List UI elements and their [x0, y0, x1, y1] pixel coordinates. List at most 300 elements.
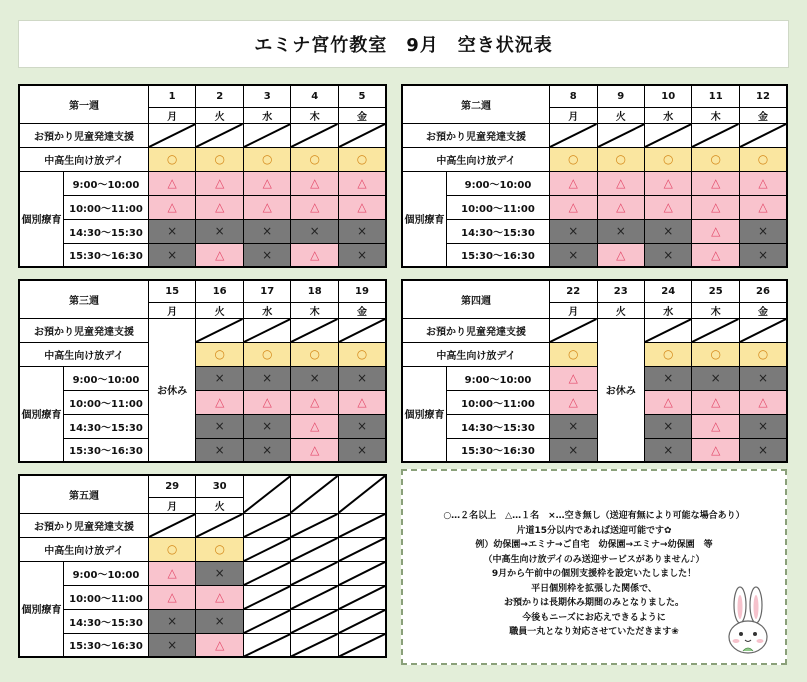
date-cell: 11	[692, 85, 739, 107]
availability-symbol: △	[663, 395, 673, 409]
unavailable-cell	[291, 123, 339, 147]
note-line: 平日個別枠を拡張した関係で、	[531, 583, 657, 594]
availability-symbol: ×	[167, 614, 178, 628]
unavailable-cell	[739, 123, 787, 147]
availability-symbol: △	[568, 371, 578, 385]
weekday-cell: 水	[644, 107, 691, 123]
page-title: エミナ宮竹教室 9月 空き状況表	[18, 20, 789, 68]
availability-symbol: ×	[214, 442, 225, 457]
row-label-childcare: お預かり児童発達支援	[19, 318, 148, 342]
availability-cell	[644, 219, 691, 243]
unavailable-cell	[739, 318, 787, 342]
availability-cell	[644, 390, 691, 414]
availability-symbol: ×	[757, 419, 768, 433]
empty-cell	[291, 561, 339, 585]
availability-cell	[550, 171, 597, 195]
rabbit-icon	[725, 585, 771, 655]
availability-symbol: ○	[662, 152, 674, 166]
note-line: 職員一丸となり対応させていただきます❀	[509, 627, 679, 637]
availability-symbol: △	[616, 247, 626, 262]
weekday-cell: 水	[243, 107, 291, 123]
availability-cell	[148, 171, 196, 195]
empty-cell	[291, 585, 339, 609]
row-label-childcare: お預かり児童発達支援	[402, 318, 550, 342]
availability-cell	[148, 195, 196, 219]
time-slot-label: 15:30〜16:30	[63, 633, 148, 657]
availability-symbol: ×	[757, 371, 768, 385]
availability-cell	[291, 195, 339, 219]
availability-cell	[338, 195, 386, 219]
weekday-cell: 金	[739, 107, 787, 123]
row-label-childcare: お預かり児童発達支援	[402, 123, 550, 147]
availability-symbol: ○	[568, 152, 579, 166]
availability-cell	[739, 147, 787, 171]
availability-cell	[644, 414, 691, 438]
note-line: 例）幼保園→エミナ→ご自宅 幼保園→エミナ→幼保園 等	[475, 540, 713, 550]
availability-cell	[338, 438, 386, 462]
availability-symbol: △	[711, 176, 721, 190]
availability-symbol: △	[262, 176, 272, 190]
unavailable-cell	[338, 123, 386, 147]
unavailable-cell	[692, 318, 739, 342]
date-cell: 23	[597, 280, 644, 302]
date-cell: 2	[196, 85, 244, 107]
availability-symbol: △	[758, 395, 768, 409]
availability-cell	[550, 342, 597, 366]
availability-symbol: ○	[615, 152, 626, 166]
availability-symbol: △	[357, 176, 367, 190]
availability-cell	[739, 366, 787, 390]
availability-symbol: ○	[356, 152, 368, 166]
week-label: 第四週	[402, 280, 550, 318]
empty-cell	[338, 537, 386, 561]
availability-symbol: ○	[710, 152, 721, 166]
unavailable-cell	[644, 318, 691, 342]
availability-symbol: ×	[214, 566, 225, 580]
availability-cell	[597, 171, 644, 195]
weekday-cell: 火	[196, 302, 244, 318]
empty-cell	[291, 537, 339, 561]
availability-cell	[291, 171, 339, 195]
date-cell: 18	[291, 280, 339, 302]
availability-cell	[243, 243, 291, 267]
row-label-after-school: 中高生向け放デイ	[19, 147, 148, 171]
unavailable-cell	[196, 513, 244, 537]
availability-symbol: ×	[356, 442, 368, 457]
date-cell: 30	[196, 475, 244, 497]
availability-symbol: △	[758, 200, 768, 214]
availability-cell	[597, 243, 644, 267]
availability-cell	[338, 390, 386, 414]
availability-symbol: △	[711, 224, 721, 238]
date-cell: 26	[739, 280, 787, 302]
availability-symbol: ×	[710, 371, 721, 385]
availability-symbol: ○	[261, 152, 273, 166]
availability-cell	[196, 147, 244, 171]
row-label-individual: 個別療育	[402, 366, 446, 462]
availability-cell	[243, 219, 291, 243]
empty-cell	[338, 633, 386, 657]
availability-cell	[243, 366, 291, 390]
row-label-individual: 個別療育	[19, 366, 63, 462]
empty-cell	[243, 537, 291, 561]
availability-cell	[692, 195, 739, 219]
week-label: 第五週	[19, 475, 148, 513]
time-slot-label: 14:30〜15:30	[63, 219, 148, 243]
empty-cell	[243, 561, 291, 585]
empty-cell	[243, 585, 291, 609]
availability-symbol: △	[711, 395, 721, 409]
availability-symbol: ×	[214, 614, 225, 628]
availability-cell	[291, 390, 339, 414]
time-slot-label: 10:00〜11:00	[446, 195, 549, 219]
availability-cell	[338, 414, 386, 438]
time-slot-label: 14:30〜15:30	[63, 609, 148, 633]
unavailable-cell	[597, 123, 644, 147]
unavailable-cell	[550, 123, 597, 147]
availability-symbol: △	[215, 395, 225, 409]
date-cell: 9	[597, 85, 644, 107]
availability-cell	[338, 243, 386, 267]
availability-symbol: △	[310, 176, 320, 190]
availability-symbol: △	[310, 419, 320, 433]
availability-cell	[243, 147, 291, 171]
availability-symbol: ○	[214, 542, 225, 556]
availability-cell	[597, 219, 644, 243]
date-cell: 29	[148, 475, 196, 497]
availability-symbol: ○	[309, 152, 320, 166]
availability-cell	[196, 195, 244, 219]
availability-symbol: ○	[710, 347, 721, 361]
date-cell: 1	[148, 85, 196, 107]
note-line: お預かりは長期休み期間のみとなりました。	[503, 598, 684, 608]
availability-cell	[550, 147, 597, 171]
availability-symbol: ×	[309, 371, 320, 385]
notes-box	[401, 469, 787, 665]
availability-cell	[148, 609, 196, 633]
availability-cell	[597, 147, 644, 171]
availability-cell	[692, 438, 739, 462]
row-label-after-school: 中高生向け放デイ	[402, 342, 550, 366]
date-cell: 17	[243, 280, 291, 302]
availability-cell	[644, 195, 691, 219]
time-slot-label: 9:00〜10:00	[63, 171, 148, 195]
empty-cell	[291, 633, 339, 657]
date-cell: 24	[644, 280, 691, 302]
week-label: 第三週	[19, 280, 148, 318]
weekday-cell: 木	[692, 302, 739, 318]
availability-symbol: △	[616, 200, 626, 214]
note-line: ○…２名以上 △…１名 ×…空き無し（送迎有無により可能な場合あり）	[443, 511, 745, 521]
availability-cell	[196, 390, 244, 414]
date-cell: 4	[291, 85, 339, 107]
availability-symbol: ○	[757, 347, 769, 361]
availability-symbol: ×	[356, 419, 368, 433]
availability-symbol: △	[215, 247, 225, 262]
date-cell: 10	[644, 85, 691, 107]
availability-symbol: ×	[262, 224, 273, 238]
availability-cell	[148, 561, 196, 585]
availability-symbol: ×	[356, 371, 368, 385]
row-label-after-school: 中高生向け放デイ	[19, 342, 148, 366]
availability-cell	[338, 147, 386, 171]
availability-cell	[550, 366, 597, 390]
availability-cell	[338, 171, 386, 195]
closed-day-cell: お休み	[148, 318, 196, 462]
availability-cell	[597, 195, 644, 219]
unavailable-cell	[692, 123, 739, 147]
availability-symbol: ×	[262, 371, 273, 385]
availability-cell	[196, 219, 244, 243]
date-cell: 5	[338, 85, 386, 107]
availability-symbol: ○	[261, 347, 273, 361]
availability-symbol: △	[215, 637, 225, 652]
unavailable-cell	[243, 513, 291, 537]
availability-cell	[148, 633, 196, 657]
availability-cell	[243, 195, 291, 219]
unavailable-cell	[338, 513, 386, 537]
row-label-after-school: 中高生向け放デイ	[402, 147, 550, 171]
availability-cell	[644, 147, 691, 171]
availability-symbol: ×	[214, 224, 225, 238]
availability-cell	[550, 438, 597, 462]
weekday-cell: 水	[243, 302, 291, 318]
availability-symbol: ○	[214, 347, 225, 361]
date-cell: 8	[550, 85, 597, 107]
weekday-cell: 水	[644, 302, 691, 318]
availability-symbol: △	[167, 590, 177, 604]
availability-cell	[291, 366, 339, 390]
availability-cell	[644, 342, 691, 366]
availability-cell	[692, 147, 739, 171]
time-slot-label: 15:30〜16:30	[446, 243, 549, 267]
row-label-individual: 個別療育	[402, 171, 446, 267]
availability-symbol: ○	[166, 542, 178, 556]
availability-cell	[692, 243, 739, 267]
empty-cell	[338, 561, 386, 585]
availability-cell	[692, 366, 739, 390]
time-slot-label: 14:30〜15:30	[63, 414, 148, 438]
date-cell: 12	[739, 85, 787, 107]
availability-symbol: ×	[663, 371, 674, 385]
availability-cell	[291, 438, 339, 462]
empty-cell	[291, 609, 339, 633]
availability-cell	[196, 585, 244, 609]
note-line: （中高生向け放デイのみ送迎サービスがありません♪）	[483, 554, 705, 565]
unavailable-cell	[291, 513, 339, 537]
weekday-cell: 金	[338, 302, 386, 318]
empty-cell	[338, 609, 386, 633]
availability-symbol: △	[215, 200, 225, 214]
availability-symbol: △	[310, 442, 320, 457]
availability-cell	[196, 366, 244, 390]
date-cell: 3	[243, 85, 291, 107]
availability-symbol: △	[215, 590, 225, 604]
availability-symbol: ×	[663, 419, 674, 433]
availability-symbol: ×	[214, 419, 225, 433]
availability-symbol: △	[758, 176, 768, 190]
availability-cell	[148, 585, 196, 609]
weekday-cell: 月	[550, 302, 597, 318]
availability-cell	[291, 342, 339, 366]
availability-symbol: △	[711, 200, 721, 214]
row-label-after-school: 中高生向け放デイ	[19, 537, 148, 561]
availability-cell	[196, 561, 244, 585]
availability-symbol: ○	[166, 152, 178, 166]
time-slot-label: 10:00〜11:00	[446, 390, 549, 414]
availability-cell	[196, 171, 244, 195]
availability-cell	[739, 390, 787, 414]
date-cell: 19	[338, 280, 386, 302]
week-table-5	[18, 474, 387, 658]
availability-cell	[291, 147, 339, 171]
availability-symbol: △	[262, 200, 272, 214]
availability-cell	[196, 414, 244, 438]
row-label-childcare: お預かり児童発達支援	[19, 513, 148, 537]
unavailable-cell	[148, 123, 196, 147]
availability-symbol: △	[663, 200, 673, 214]
availability-cell	[692, 342, 739, 366]
availability-cell	[550, 195, 597, 219]
availability-cell	[196, 342, 244, 366]
availability-cell	[550, 219, 597, 243]
time-slot-label: 9:00〜10:00	[446, 171, 549, 195]
availability-symbol: ○	[214, 152, 225, 166]
availability-symbol: △	[215, 176, 225, 190]
notes-text	[409, 509, 779, 640]
availability-symbol: ○	[568, 347, 579, 361]
availability-symbol: ×	[757, 224, 768, 238]
availability-symbol: △	[262, 395, 272, 409]
availability-cell	[550, 243, 597, 267]
availability-cell	[644, 366, 691, 390]
weekday-cell: 木	[692, 107, 739, 123]
empty-cell	[243, 609, 291, 633]
time-slot-label: 10:00〜11:00	[63, 390, 148, 414]
availability-symbol: ○	[309, 347, 320, 361]
availability-cell	[692, 414, 739, 438]
week-table-2	[401, 84, 788, 268]
empty-cell	[291, 475, 339, 513]
weekday-cell: 木	[291, 107, 339, 123]
availability-symbol: ×	[309, 224, 320, 238]
time-slot-label: 10:00〜11:00	[63, 585, 148, 609]
week-table-1	[18, 84, 387, 268]
availability-symbol: ○	[356, 347, 368, 361]
availability-symbol: ○	[662, 347, 674, 361]
weekday-cell: 月	[148, 497, 196, 513]
availability-symbol: ×	[663, 224, 674, 238]
weekday-cell: 木	[291, 302, 339, 318]
unavailable-cell	[196, 318, 244, 342]
availability-cell	[196, 609, 244, 633]
availability-cell	[243, 390, 291, 414]
weekday-cell: 火	[597, 302, 644, 318]
time-slot-label: 15:30〜16:30	[63, 243, 148, 267]
availability-cell	[692, 390, 739, 414]
unavailable-cell	[291, 318, 339, 342]
availability-cell	[148, 243, 196, 267]
availability-symbol: △	[357, 200, 367, 214]
time-slot-label: 15:30〜16:30	[446, 438, 549, 462]
availability-cell	[196, 438, 244, 462]
availability-symbol: △	[568, 200, 578, 214]
availability-symbol: △	[167, 200, 177, 214]
availability-cell	[243, 171, 291, 195]
availability-cell	[644, 243, 691, 267]
week-table-4	[401, 279, 788, 463]
availability-symbol: ×	[568, 442, 579, 457]
availability-symbol: △	[711, 247, 721, 262]
week-table-3	[18, 279, 387, 463]
availability-symbol: ×	[262, 442, 273, 457]
unavailable-cell	[196, 123, 244, 147]
weekday-cell: 火	[597, 107, 644, 123]
note-line: 今後もニーズにお応えできるように	[522, 612, 666, 623]
availability-cell	[338, 342, 386, 366]
availability-symbol: ×	[568, 224, 579, 238]
availability-symbol: ×	[663, 442, 674, 457]
unavailable-cell	[338, 318, 386, 342]
availability-cell	[243, 342, 291, 366]
availability-symbol: △	[357, 395, 367, 409]
date-cell: 22	[550, 280, 597, 302]
unavailable-cell	[243, 123, 291, 147]
availability-cell	[243, 414, 291, 438]
availability-cell	[148, 537, 196, 561]
availability-symbol: △	[568, 176, 578, 190]
empty-cell	[338, 585, 386, 609]
time-slot-label: 14:30〜15:30	[446, 219, 549, 243]
date-cell: 16	[196, 280, 244, 302]
availability-cell	[739, 438, 787, 462]
weekday-cell: 月	[148, 107, 196, 123]
availability-symbol: △	[310, 247, 320, 262]
unavailable-cell	[550, 318, 597, 342]
availability-cell	[338, 219, 386, 243]
availability-cell	[196, 633, 244, 657]
time-slot-label: 9:00〜10:00	[63, 561, 148, 585]
availability-cell	[550, 390, 597, 414]
time-slot-label: 10:00〜11:00	[63, 195, 148, 219]
row-label-individual: 個別療育	[19, 171, 63, 267]
empty-cell	[243, 475, 291, 513]
availability-cell	[692, 171, 739, 195]
unavailable-cell	[644, 123, 691, 147]
availability-cell	[739, 243, 787, 267]
availability-symbol: ×	[167, 224, 178, 238]
availability-cell	[739, 342, 787, 366]
availability-symbol: △	[310, 395, 320, 409]
weekday-cell: 火	[196, 107, 244, 123]
weekday-cell: 金	[739, 302, 787, 318]
availability-cell	[338, 366, 386, 390]
date-cell: 15	[148, 280, 196, 302]
availability-cell	[739, 219, 787, 243]
date-cell: 25	[692, 280, 739, 302]
time-slot-label: 9:00〜10:00	[63, 366, 148, 390]
availability-symbol: ×	[356, 247, 368, 262]
availability-symbol: ×	[214, 371, 225, 385]
availability-symbol: ×	[615, 224, 626, 238]
weekday-cell: 月	[148, 302, 196, 318]
availability-symbol: △	[616, 176, 626, 190]
availability-cell	[148, 147, 196, 171]
availability-symbol: △	[663, 176, 673, 190]
availability-cell	[196, 243, 244, 267]
availability-symbol: ×	[568, 419, 579, 433]
availability-symbol: △	[568, 395, 578, 409]
